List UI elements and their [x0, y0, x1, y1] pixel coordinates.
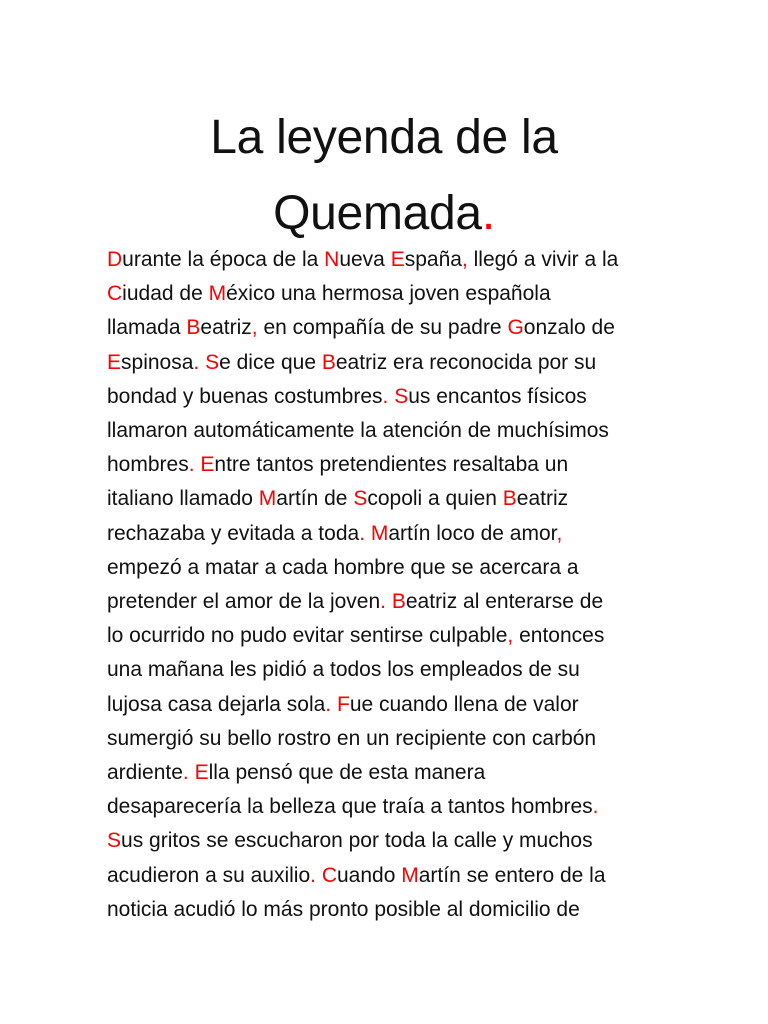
- red-initial: B: [391, 590, 406, 614]
- text-line: [107, 482, 667, 516]
- red-initial: .: [325, 692, 332, 716]
- red-initial: B: [321, 350, 336, 374]
- text-run: spaña: [404, 248, 462, 271]
- text-run: artín loco de amor: [388, 521, 557, 545]
- text-run: sumergió su bello rostro en un recipiente con carbón: [107, 726, 597, 750]
- red-initial: M: [208, 282, 227, 306]
- text-run: en compañía de su padre: [257, 316, 508, 340]
- text-run: ueva: [339, 248, 391, 271]
- text-line: [107, 414, 667, 448]
- text-line: [107, 653, 667, 687]
- text-line: [107, 619, 667, 653]
- title-line-2: [80, 176, 688, 252]
- text-run: desaparecería la belleza que traía a tantos hombres: [107, 795, 593, 819]
- red-initial: .: [359, 521, 366, 545]
- red-initial: S: [394, 384, 409, 408]
- text-run: éxico una hermosa joven española: [226, 282, 551, 306]
- text-run: ue cuando llena de valor: [349, 692, 579, 716]
- text-line: [107, 722, 667, 756]
- red-initial: M: [401, 863, 419, 887]
- title-line-1: [80, 100, 688, 176]
- text-run: eatriz al enterarse de: [405, 590, 604, 614]
- red-initial: .: [380, 590, 387, 614]
- text-run: copoli a quien: [367, 487, 503, 511]
- text-run: pretender el amor de la joven: [107, 590, 381, 614]
- red-initial: E: [200, 453, 215, 477]
- text-run: uando: [337, 863, 402, 887]
- text-run: noticia acudió lo más pronto posible al domicilio de: [107, 897, 580, 921]
- text-run: acudieron a su auxilio: [107, 863, 311, 887]
- text-line: [107, 824, 667, 858]
- text-run: eatriz: [200, 316, 252, 340]
- text-run: entonces: [513, 624, 605, 648]
- text-run: bondad y buenas costumbres: [107, 384, 383, 408]
- text-run: italiano llamado: [107, 487, 259, 511]
- red-initial: S: [205, 350, 220, 374]
- red-initial: S: [107, 829, 122, 853]
- text-run: hombres: [107, 453, 189, 477]
- text-run: onzalo de: [523, 316, 615, 340]
- red-initial: M: [370, 521, 389, 545]
- text-run: eatriz: [516, 487, 569, 511]
- red-initial: ,: [507, 624, 514, 648]
- red-initial: B: [502, 487, 517, 511]
- red-initial: B: [186, 316, 201, 340]
- story-paragraph: [107, 243, 667, 927]
- red-initial: ,: [556, 521, 563, 545]
- text-run: lla pensó que de esta manera: [208, 761, 486, 785]
- red-initial: .: [382, 384, 389, 408]
- red-initial: S: [353, 487, 368, 511]
- title-text-run: Quemada: [273, 187, 482, 240]
- text-run: artín se entero de la: [418, 863, 606, 887]
- text-run: llegó a vivir a la: [467, 248, 619, 271]
- text-run: una mañana les pidió a todos los empleados de su: [107, 658, 580, 682]
- text-line: [107, 448, 667, 482]
- text-line: [107, 893, 667, 927]
- text-run: urante la época de la: [122, 248, 325, 271]
- text-run: llamada: [107, 316, 187, 340]
- red-initial: ,: [251, 316, 258, 340]
- text-line: [107, 311, 667, 345]
- text-line: [107, 243, 667, 277]
- text-run: rechazaba y evitada a toda: [107, 521, 360, 545]
- red-initial: .: [592, 795, 599, 819]
- page-title: [80, 100, 688, 252]
- text-run: artín de: [276, 487, 354, 511]
- text-line: [107, 790, 667, 824]
- red-initial: E: [390, 248, 405, 271]
- text-line: [107, 551, 667, 585]
- text-line: [107, 277, 667, 311]
- title-period-red: .: [481, 187, 495, 240]
- red-initial: F: [336, 692, 350, 716]
- text-line: [107, 756, 667, 790]
- text-run: lo ocurrido no pudo evitar sentirse culpable: [107, 624, 508, 648]
- red-initial: M: [258, 487, 277, 511]
- red-initial: .: [310, 863, 316, 887]
- text-line: [107, 688, 667, 722]
- text-run: eatriz era reconocida por su: [335, 350, 597, 374]
- red-initial: N: [324, 248, 340, 271]
- red-initial: .: [182, 761, 189, 785]
- red-initial: D: [107, 248, 123, 271]
- text-run: spinosa: [121, 350, 194, 374]
- red-initial: ,: [461, 248, 468, 271]
- red-initial: C: [321, 863, 337, 887]
- red-initial: E: [194, 761, 209, 785]
- text-line: [107, 859, 667, 893]
- red-initial: C: [107, 282, 123, 306]
- text-run: llamaron automáticamente la atención de muchísimos: [107, 419, 609, 443]
- text-run: empezó a matar a cada hombre que se acercara a: [107, 555, 579, 579]
- text-run: us gritos se escucharon por toda la calle y muchos: [121, 829, 593, 853]
- text-run: e dice que: [219, 350, 322, 374]
- text-run: ardiente: [107, 761, 183, 785]
- red-initial: G: [507, 316, 524, 340]
- red-initial: .: [193, 350, 200, 374]
- text-line: [107, 517, 667, 551]
- red-initial: .: [188, 453, 195, 477]
- text-run: us encantos físicos: [408, 384, 587, 408]
- title-text-run: La leyenda de la: [210, 111, 558, 164]
- red-initial: E: [107, 350, 122, 374]
- text-line: [107, 346, 667, 380]
- text-line: [107, 585, 667, 619]
- text-run: iudad de: [122, 282, 209, 306]
- text-line: [107, 380, 667, 414]
- text-run: lujosa casa dejarla sola: [107, 692, 326, 716]
- text-run: ntre tantos pretendientes resaltaba un: [214, 453, 569, 477]
